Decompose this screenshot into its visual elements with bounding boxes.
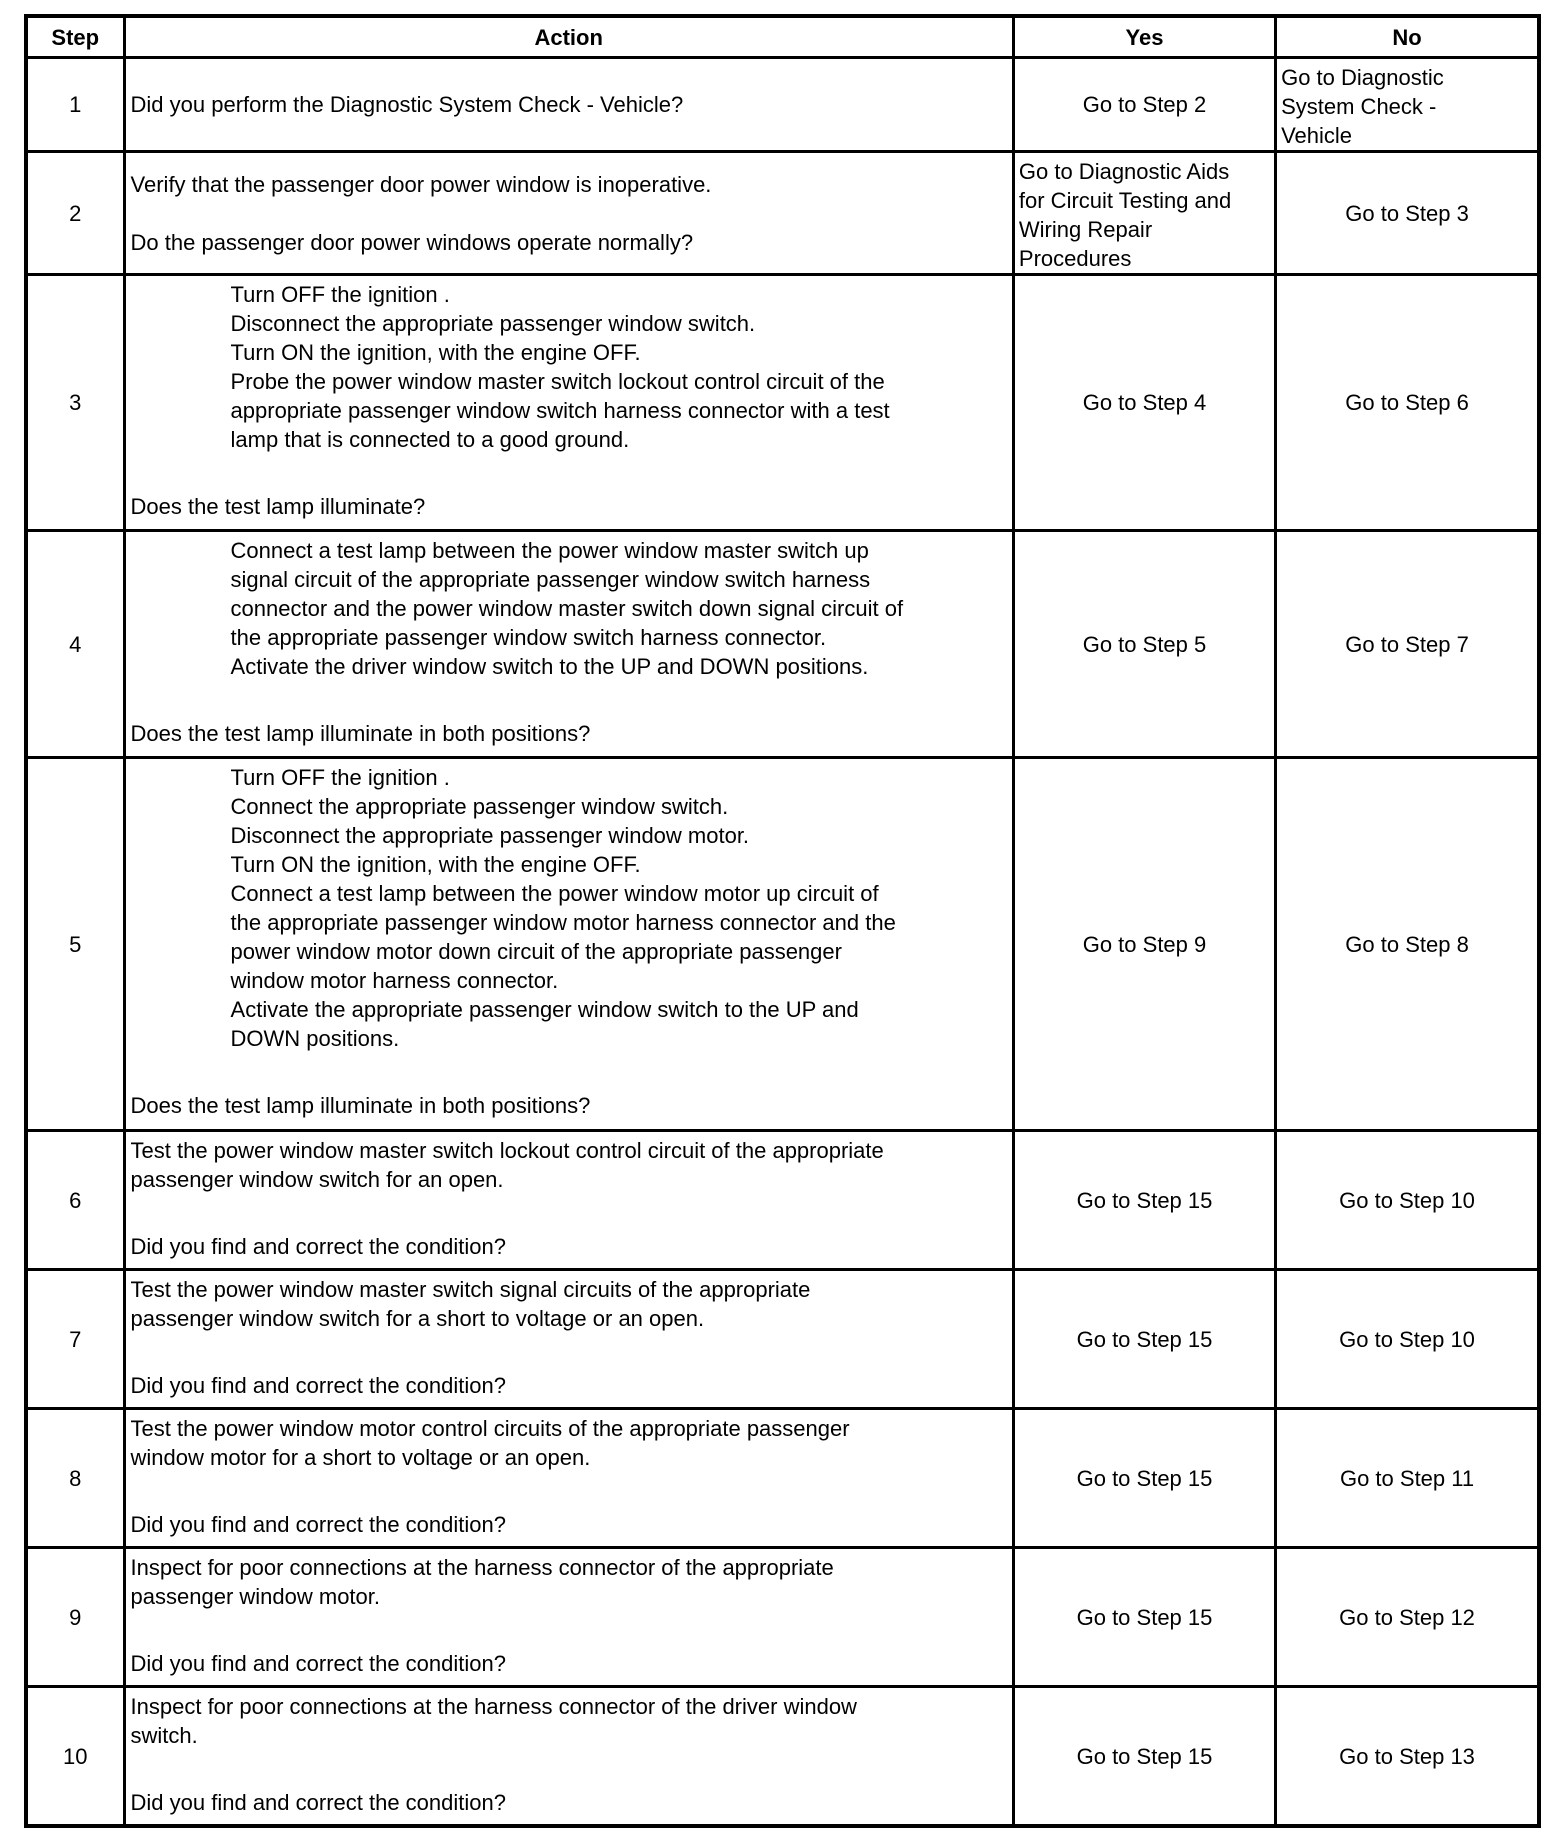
- action-cell: [124, 58, 1013, 152]
- instruction-line: signal circuit of the appropriate passenger window switch harness: [230, 567, 871, 593]
- action-text: window motor for a short to voltage or an open.: [130, 1445, 591, 1471]
- table-row: [26, 531, 1539, 758]
- instruction-line: window motor harness connector.: [230, 968, 559, 994]
- action-text: switch.: [130, 1723, 198, 1749]
- no-line: Vehicle: [1281, 123, 1353, 148]
- step-number: 10: [26, 1687, 124, 1826]
- question-text: Does the test lamp illuminate in both positions?: [130, 1093, 591, 1119]
- yes-cell: Go to Step 9: [1013, 758, 1275, 1131]
- instruction-line: Turn ON the ignition, with the engine OFF.: [230, 340, 641, 366]
- no-cell: Go to Step 11: [1276, 1409, 1539, 1548]
- yes-cell: [1013, 152, 1275, 275]
- diagnostic-table: [24, 14, 1541, 1828]
- no-cell: Go to Step 12: [1276, 1548, 1539, 1687]
- table-row: [26, 1270, 1539, 1409]
- no-cell: Go to Step 10: [1276, 1270, 1539, 1409]
- table-row: [26, 152, 1539, 275]
- instruction-line: connector and the power window master switch down signal circuit of: [230, 596, 904, 622]
- yes-line: Wiring Repair: [1018, 217, 1153, 243]
- action-text: passenger window switch for an open.: [130, 1167, 504, 1193]
- instruction-line: Turn OFF the ignition .: [230, 765, 450, 791]
- action-text: Verify that the passenger door power window is inoperative.: [130, 171, 712, 197]
- no-line: System Check -: [1281, 94, 1437, 119]
- step-number: 5: [26, 758, 124, 1131]
- table-row: [26, 1548, 1539, 1687]
- question-text: Did you find and correct the condition?: [130, 1790, 506, 1816]
- yes-cell: Go to Step 15: [1013, 1409, 1275, 1548]
- step-number: 4: [26, 531, 124, 758]
- instruction-line: Connect a test lamp between the power window master switch up: [230, 538, 869, 564]
- instruction-line: DOWN positions.: [230, 1026, 400, 1052]
- header-step: Step: [26, 16, 124, 58]
- question-text: Did you find and correct the condition?: [130, 1234, 506, 1260]
- action-text: Test the power window master switch lockout control circuit of the appropriate: [130, 1138, 884, 1164]
- no-cell: Go to Step 13: [1276, 1687, 1539, 1826]
- action-cell: [124, 531, 1013, 758]
- instruction-line: power window motor down circuit of the appropriate passenger: [230, 939, 842, 965]
- action-cell: [124, 1687, 1013, 1826]
- instruction-line: Turn OFF the ignition .: [230, 282, 450, 308]
- yes-cell: Go to Step 15: [1013, 1270, 1275, 1409]
- instruction-line: Disconnect the appropriate passenger window switch.: [230, 311, 756, 337]
- yes-cell: Go to Step 2: [1013, 58, 1275, 152]
- action-text: Inspect for poor connections at the harness connector of the appropriate: [130, 1555, 834, 1581]
- question-text: Did you perform the Diagnostic System Check - Vehicle?: [130, 92, 684, 117]
- action-cell: [124, 1409, 1013, 1548]
- table-row: [26, 275, 1539, 531]
- question-text: Did you find and correct the condition?: [130, 1373, 506, 1399]
- instruction-line: Connect a test lamp between the power window motor up circuit of: [230, 881, 879, 907]
- yes-line: for Circuit Testing and: [1018, 188, 1232, 214]
- question-text: Does the test lamp illuminate in both positions?: [130, 721, 591, 747]
- action-text: Test the power window master switch signal circuits of the appropriate: [130, 1277, 811, 1303]
- instruction-line: Disconnect the appropriate passenger window motor.: [230, 823, 750, 849]
- no-line: Go to Diagnostic: [1281, 65, 1444, 90]
- no-cell: Go to Step 8: [1276, 758, 1539, 1131]
- instruction-line: appropriate passenger window switch harness connector with a test: [230, 398, 890, 424]
- yes-cell: Go to Step 4: [1013, 275, 1275, 531]
- header-no: No: [1276, 16, 1539, 58]
- yes-line: Go to Diagnostic Aids: [1018, 159, 1230, 185]
- step-number: 9: [26, 1548, 124, 1687]
- table-row: [26, 1687, 1539, 1826]
- step-number: 6: [26, 1131, 124, 1270]
- header-action: Action: [124, 16, 1013, 58]
- question-text: Did you find and correct the condition?: [130, 1651, 506, 1677]
- question-text: Do the passenger door power windows operate normally?: [130, 229, 694, 255]
- instruction-line: Activate the appropriate passenger window switch to the UP and: [230, 997, 859, 1023]
- no-cell: [1276, 58, 1539, 152]
- instruction-line: Turn ON the ignition, with the engine OFF.: [230, 852, 641, 878]
- action-text: passenger window switch for a short to voltage or an open.: [130, 1306, 705, 1332]
- yes-cell: Go to Step 15: [1013, 1548, 1275, 1687]
- action-cell: [124, 1270, 1013, 1409]
- action-cell: [124, 1548, 1013, 1687]
- table-row: [26, 58, 1539, 152]
- instruction-line: lamp that is connected to a good ground.: [230, 427, 630, 453]
- step-number: 3: [26, 275, 124, 531]
- header-row: [26, 16, 1539, 58]
- no-cell: Go to Step 6: [1276, 275, 1539, 531]
- step-number: 2: [26, 152, 124, 275]
- action-text: passenger window motor.: [130, 1584, 380, 1610]
- action-cell: [124, 758, 1013, 1131]
- instruction-line: Probe the power window master switch lockout control circuit of the: [230, 369, 885, 395]
- action-cell: [124, 275, 1013, 531]
- step-number: 1: [26, 58, 124, 152]
- header-yes: Yes: [1013, 16, 1275, 58]
- instruction-line: Activate the driver window switch to the UP and DOWN positions.: [230, 654, 869, 680]
- action-cell: [124, 152, 1013, 275]
- step-number: 8: [26, 1409, 124, 1548]
- action-text: Test the power window motor control circuits of the appropriate passenger: [130, 1416, 850, 1442]
- action-cell: [124, 1131, 1013, 1270]
- yes-cell: Go to Step 5: [1013, 531, 1275, 758]
- instruction-line: the appropriate passenger window motor harness connector and the: [230, 910, 896, 936]
- instruction-line: the appropriate passenger window switch harness connector.: [230, 625, 827, 651]
- question-text: Does the test lamp illuminate?: [130, 494, 426, 520]
- no-cell: Go to Step 3: [1276, 152, 1539, 275]
- no-cell: Go to Step 7: [1276, 531, 1539, 758]
- step-number: 7: [26, 1270, 124, 1409]
- table-row: [26, 1131, 1539, 1270]
- yes-line: Procedures: [1018, 246, 1132, 272]
- no-cell: Go to Step 10: [1276, 1131, 1539, 1270]
- question-text: Did you find and correct the condition?: [130, 1512, 506, 1538]
- instruction-line: Connect the appropriate passenger window switch.: [230, 794, 729, 820]
- yes-cell: Go to Step 15: [1013, 1131, 1275, 1270]
- yes-cell: Go to Step 15: [1013, 1687, 1275, 1826]
- action-text: Inspect for poor connections at the harness connector of the driver window: [130, 1694, 857, 1720]
- table-row: [26, 1409, 1539, 1548]
- table-row: [26, 758, 1539, 1131]
